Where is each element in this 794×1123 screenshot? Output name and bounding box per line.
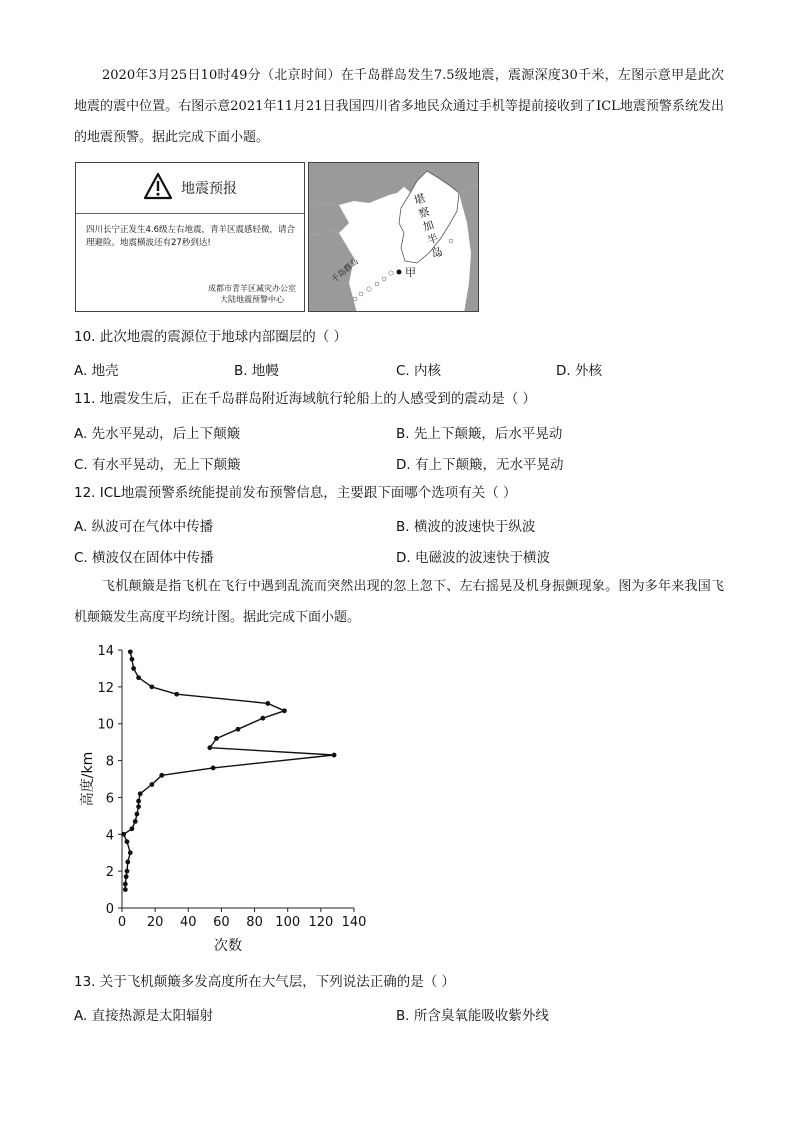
x-tick-label: 40 <box>180 915 197 930</box>
x-tick-label: 60 <box>213 915 230 930</box>
q12-option-c: C. 横波仅在固体中传播 <box>74 550 214 566</box>
data-point <box>128 850 133 855</box>
data-point <box>159 773 164 778</box>
data-point <box>124 874 129 879</box>
x-tick-label: 100 <box>275 915 301 930</box>
q13-option-b: B. 所含臭氧能吸收紫外线 <box>396 1008 549 1024</box>
x-tick-label: 120 <box>308 915 334 930</box>
y-tick-label: 10 <box>97 717 114 733</box>
q12-stem: 12. ICL地震预警系统能提前发布预警信息，主要跟下面哪个选项有关（ ） <box>74 485 517 501</box>
data-point <box>211 766 216 771</box>
warning-body: 四川长宁正发生4.6级左右地震，青羊区震感轻微，请合理避险。地震横波还有27秒到达! <box>86 225 296 248</box>
data-point <box>125 839 130 844</box>
figure-earthquake-warning <box>75 162 305 312</box>
data-point <box>121 832 126 837</box>
y-tick-label: 0 <box>105 902 114 917</box>
warning-footer <box>208 283 296 305</box>
data-point <box>149 782 154 787</box>
data-point <box>130 826 135 831</box>
warning-header <box>76 163 304 214</box>
warning-footer-line1: 成都市青羊区减灾办公室 <box>208 284 296 293</box>
y-tick-label: 4 <box>105 828 114 844</box>
warning-title: 地震预报 <box>181 181 237 197</box>
data-point <box>136 799 141 804</box>
data-point <box>133 819 138 824</box>
q12-option-d: D. 电磁波的波速快于横波 <box>396 550 550 566</box>
q12-option-a: A. 纵波可在气体中传播 <box>74 519 214 535</box>
q10-option-d: D. 外核 <box>556 363 602 379</box>
q11-option-a: A. 先水平晃动，后上下颠簸 <box>74 426 241 442</box>
passage-earthquake: 2020年3月25日10时49分（北京时间）在千岛群岛发生7.5级地震，震源深度30千米，左图示意甲是此次地震的震中位置。右图示意2021年11月21日我国四川省多地民众通过手机等提前接收到了ICL地震预警系统发出的地震预警。据此完成下面小题。 <box>74 68 724 145</box>
q13-stem: 13. 关于飞机颠簸多发高度所在大气层，下列说法正确的是（ ） <box>74 974 456 990</box>
map-drawing <box>309 163 479 312</box>
y-tick-label: 12 <box>97 680 114 696</box>
data-point <box>332 753 337 758</box>
data-point <box>260 716 265 721</box>
data-point <box>125 860 130 865</box>
data-point <box>128 649 133 654</box>
series-line <box>124 652 334 890</box>
x-tick-label: 140 <box>341 915 367 930</box>
data-point <box>136 804 141 809</box>
y-axis-label: 高度/km <box>80 751 96 807</box>
data-point <box>136 675 141 680</box>
passage-turbulence: 飞机颠簸是指飞机在飞行中遇到乱流而突然出现的忽上忽下、左右摇晃及机身振颤现象。图为多年来我国飞机颠簸发生高度平均统计图。据此完成下面小题。 <box>74 579 724 625</box>
q11-stem: 11. 地震发生后，正在千岛群岛附近海域航行轮船上的人感受到的震动是（ ） <box>74 391 537 407</box>
data-point <box>282 708 287 713</box>
map-label-epicenter: 甲 <box>405 266 416 279</box>
map-label-islands: 千岛群岛 <box>329 256 361 285</box>
data-point <box>123 887 128 892</box>
x-tick-label: 0 <box>117 915 127 930</box>
data-point <box>131 666 136 671</box>
q11-option-b: B. 先上下颠簸，后水平晃动 <box>396 426 563 442</box>
warning-triangle-icon <box>143 172 173 204</box>
data-point <box>174 692 179 697</box>
y-tick-label: 8 <box>105 754 114 770</box>
data-point <box>130 657 135 662</box>
y-tick-label: 6 <box>105 791 114 807</box>
q11-option-c: C. 有水平晃动，无上下颠簸 <box>74 457 241 473</box>
data-point <box>125 869 130 874</box>
q12-option-b: B. 横波的波速快于纵波 <box>396 519 536 535</box>
q11-option-d: D. 有上下颠簸，无水平晃动 <box>396 457 564 473</box>
q13-option-a: A. 直接热源是太阳辐射 <box>74 1008 214 1024</box>
warning-footer-line2: 大陆地震预警中心 <box>220 295 284 304</box>
x-tick-label: 80 <box>246 915 263 930</box>
turbulence-height-chart <box>70 638 380 958</box>
x-tick-label: 20 <box>146 915 164 930</box>
figure-kuril-map <box>308 162 479 312</box>
y-tick-label: 14 <box>97 644 114 659</box>
data-point <box>214 736 219 741</box>
q10-option-a: A. 地壳 <box>74 363 119 379</box>
data-point <box>265 701 270 706</box>
x-axis-label: 次数 <box>214 938 242 954</box>
q10-stem: 10. 此次地震的震源位于地球内部圈层的（ ） <box>74 329 348 345</box>
data-point <box>236 727 241 732</box>
q10-option-b: B. 地幔 <box>234 363 279 379</box>
y-tick-label: 2 <box>105 865 114 881</box>
data-point <box>207 745 212 750</box>
data-point <box>135 812 140 817</box>
data-point <box>123 882 128 887</box>
data-point <box>149 684 154 689</box>
map-label-peninsula: 堪察加半岛 <box>412 191 445 261</box>
q10-option-c: C. 内核 <box>396 363 442 379</box>
data-point <box>138 791 143 796</box>
